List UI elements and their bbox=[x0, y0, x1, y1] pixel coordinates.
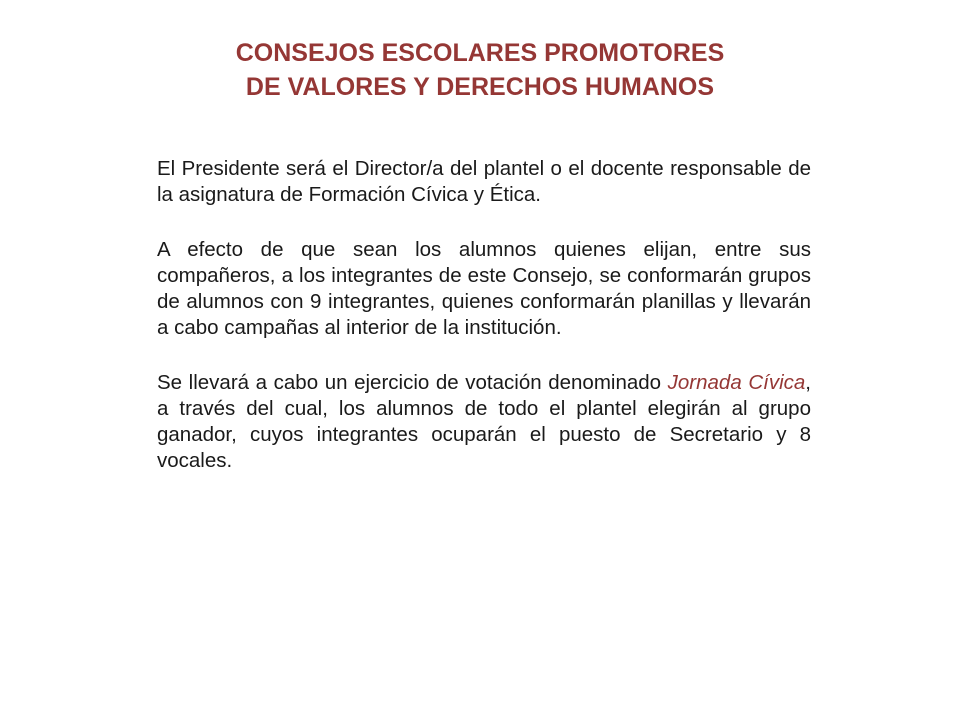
title-line-1: CONSEJOS ESCOLARES PROMOTORES bbox=[235, 39, 725, 67]
slide-body bbox=[157, 156, 811, 503]
slide-title bbox=[0, 36, 960, 104]
title-line-2: DE VALORES Y DERECHOS HUMANOS bbox=[245, 73, 715, 101]
paragraph-voting bbox=[157, 370, 811, 474]
paragraph-president: El Presidente será el Director/a del plantel o el docente responsable de la asignatura de Formación Cívica y Ética. bbox=[157, 157, 811, 206]
jornada-civica-highlight: Jornada Cívica bbox=[667, 371, 806, 394]
paragraph-voting-end: , a través del cual, los alumnos de todo el plantel elegirán al grupo ganador, cuyos integrantes ocuparán el puesto de Secretario y 8 vocales. bbox=[157, 371, 811, 472]
paragraph-groups: A efecto de que sean los alumnos quienes elijan, entre sus compañeros, a los integrantes de este Consejo, se conformarán grupos de alumnos con 9 integrantes, quienes conformarán planillas y llevarán a cabo campañas al interior de la institución. bbox=[157, 238, 811, 339]
paragraph-voting-start: Se llevará a cabo un ejercicio de votación denominado bbox=[157, 371, 668, 394]
